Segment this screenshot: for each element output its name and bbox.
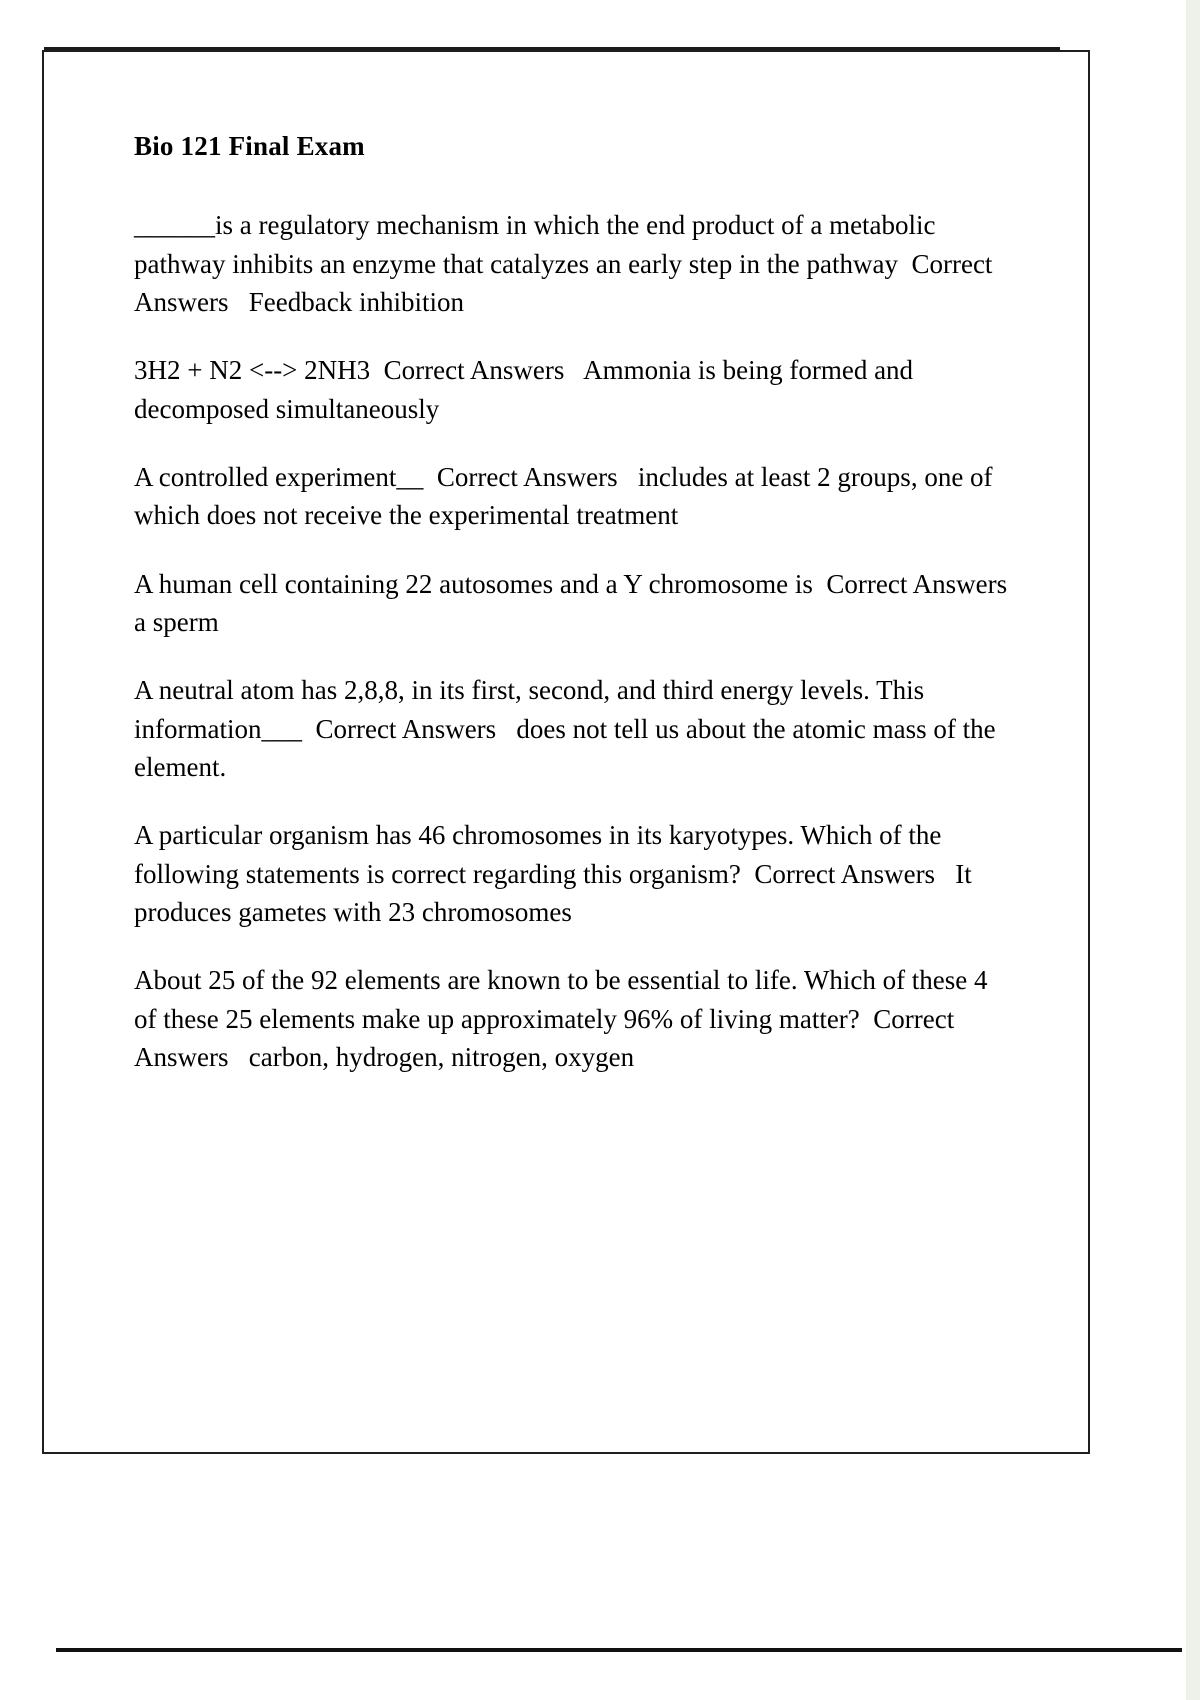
page-title: Bio 121 Final Exam: [134, 131, 365, 161]
qa-item-controlled-experiment: A controlled experiment__ Correct Answers includes at least 2 groups, one of which does not receive the experimental treatment: [134, 462, 1000, 531]
document-frame: [42, 50, 1090, 1454]
document-content: [44, 52, 1088, 1076]
qa-item-neutral-atom-shells: A neutral atom has 2,8,8, in its first, second, and third energy levels. This information___ Correct Answers does not tell us about the atomic mass of the element.: [134, 675, 1003, 782]
page-edge-tint: [1186, 0, 1200, 1700]
qa-item-human-cell-sperm: A human cell containing 22 autosomes and a Y chromosome is Correct Answers a sperm: [134, 568, 1028, 638]
qa-item-essential-elements: About 25 of the 92 elements are known to be essential to life. Which of these 4 of these 25 elements make up approximately 96% of living matter? Correct Answers carbon, hydrogen, nitrogen, oxygen: [134, 965, 995, 1072]
qa-item-organism-46-chromosomes: A particular organism has 46 chromosomes in its karyotypes. Which of the following statements is correct regarding this organism? Correct Answers It produces gametes with 23 chromosomes: [134, 820, 979, 927]
footer-divider-rule: [56, 1648, 1182, 1652]
qa-item-feedback-inhibition: ______is a regulatory mechanism in which the end product of a metabolic pathway inhibits an enzyme that catalyzes an early step in the pathway Correct Answers Feedback inhibition: [134, 210, 998, 318]
qa-item-ammonia-equilibrium: 3H2 + N2 <--> 2NH3 Correct Answers Ammonia is being formed and decomposed simultaneously: [134, 355, 920, 424]
